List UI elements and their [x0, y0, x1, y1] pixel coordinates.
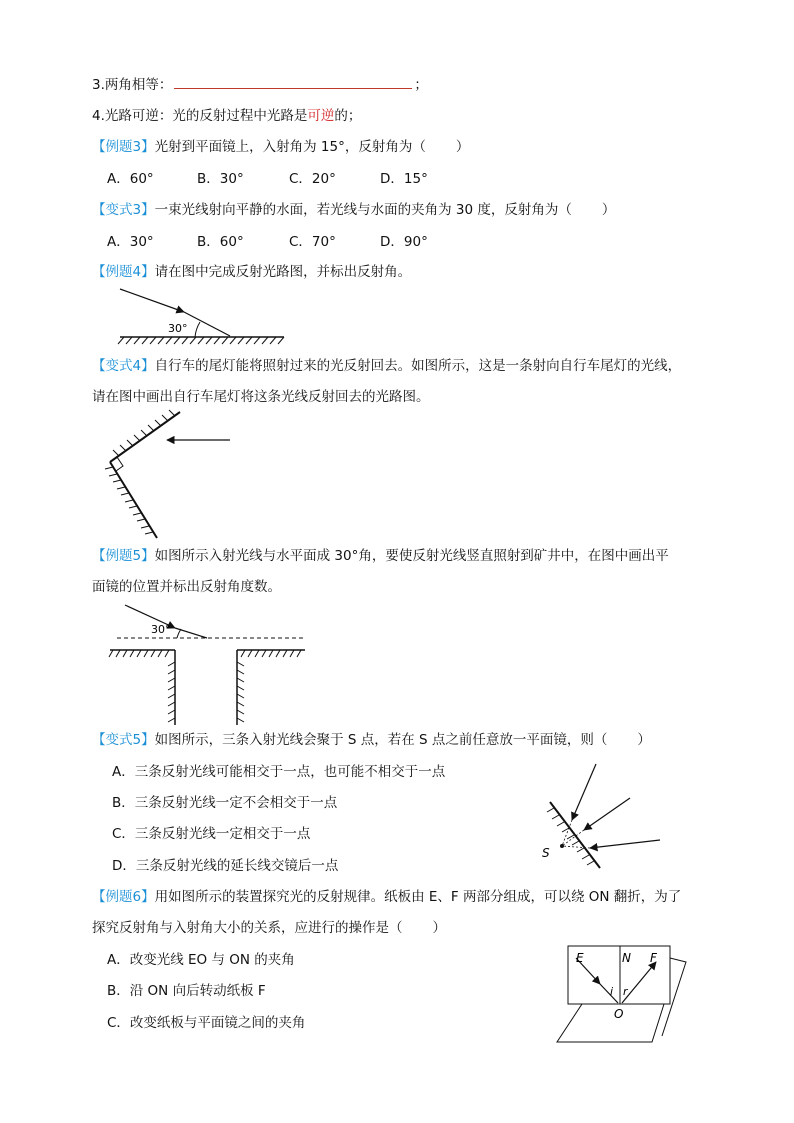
question-example-3: 【例题3】光射到平面镜上，入射角为 15°，反射角为（ ） — [92, 139, 470, 155]
label-r: r — [623, 985, 628, 998]
label-e: E — [576, 951, 584, 965]
question-example-5-line2: 面镜的位置并标出反射角度数。 — [92, 579, 281, 595]
option-d[interactable]: D．三条反射光线的延长线交镜后一点 — [112, 858, 339, 874]
point-s — [560, 844, 564, 848]
figure-mirror-incident-ray — [100, 285, 300, 345]
label-f: F — [650, 951, 657, 965]
question-variant-4-line1: 【变式4】自行车的尾灯能将照射过来的光反射回去。如图所示，这是一条射向自行车尾灯的光线， — [92, 358, 682, 374]
option-a[interactable]: A．三条反射光线可能相交于一点，也可能不相交于一点 — [112, 764, 446, 780]
label-o: O — [614, 1007, 624, 1021]
option-b[interactable]: B．三条反射光线一定不会相交于一点 — [112, 795, 338, 811]
option-c[interactable]: C．三条反射光线一定相交于一点 — [112, 826, 311, 842]
angle-label: 30° — [151, 623, 171, 636]
option-a[interactable]: A．30° — [107, 234, 154, 250]
option-d[interactable]: D．90° — [380, 234, 428, 250]
statement-reversible: 4.光路可逆：光的反射过程中光路是可逆的； — [92, 108, 362, 124]
incident-ray-2 — [584, 798, 630, 830]
option-d[interactable]: D．15° — [380, 171, 428, 187]
incident-ray-arrow — [120, 289, 184, 312]
point-s-label: S — [542, 846, 550, 860]
label-n: N — [622, 951, 631, 965]
question-variant-3: 【变式3】一束光线射向平静的水面，若光线与水面的夹角为 30 度，反射角为（ ） — [92, 202, 616, 218]
question-example-6-line2: 探究反射角与入射角大小的关系，应进行的操作是（ ） — [92, 920, 446, 936]
option-a[interactable]: A．60° — [107, 171, 154, 187]
label-i: i — [610, 985, 614, 998]
figure-mine-shaft — [105, 600, 315, 728]
figure-reflection-apparatus — [552, 940, 692, 1048]
option-b[interactable]: B．60° — [197, 234, 244, 250]
incident-ray-1 — [572, 764, 596, 820]
question-tag: 【例题4】 — [92, 264, 155, 280]
question-tag: 【例题5】 — [92, 548, 155, 564]
option-b[interactable]: B．沿 ON 向后转动纸板 F — [107, 983, 266, 999]
question-tag: 【例题6】 — [92, 889, 155, 905]
question-example-4: 【例题4】请在图中完成反射光路图，并标出反射角。 — [92, 264, 412, 280]
question-tag: 【变式5】 — [92, 732, 155, 748]
answer-blank[interactable] — [174, 76, 412, 89]
option-c[interactable]: C．改变纸板与平面镜之间的夹角 — [107, 1015, 306, 1031]
figure-bike-reflector — [95, 410, 245, 540]
question-tag: 【变式3】 — [92, 202, 155, 218]
question-tag: 【变式4】 — [92, 358, 155, 374]
question-example-5-line1: 【例题5】如图所示入射光线与水平面成 30°角，要使反射光线竖直照射到矿井中，在图中画出平 — [92, 548, 669, 564]
figure-converging-rays — [538, 760, 688, 870]
reversible-keyword: 可逆 — [307, 108, 335, 124]
question-tag: 【例题3】 — [92, 139, 155, 155]
question-variant-4-line2: 请在图中画出自行车尾灯将这条光线反射回去的光路图。 — [92, 389, 430, 405]
option-c[interactable]: C．20° — [289, 171, 336, 187]
statement-equal-angles: 3.两角相等： ； — [92, 77, 428, 93]
question-variant-5: 【变式5】如图所示，三条入射光线会聚于 S 点，若在 S 点之前任意放一平面镜，则（ ） — [92, 732, 651, 748]
option-c[interactable]: C．70° — [289, 234, 336, 250]
question-example-6-line1: 【例题6】用如图所示的装置探究光的反射规律。纸板由 E、F 两部分组成，可以绕 ON 翻折，为了 — [92, 889, 682, 905]
incident-ray-3 — [590, 840, 660, 848]
option-a[interactable]: A．改变光线 EO 与 ON 的夹角 — [107, 952, 295, 968]
option-b[interactable]: B．30° — [197, 171, 244, 187]
angle-label: 30° — [168, 322, 188, 335]
